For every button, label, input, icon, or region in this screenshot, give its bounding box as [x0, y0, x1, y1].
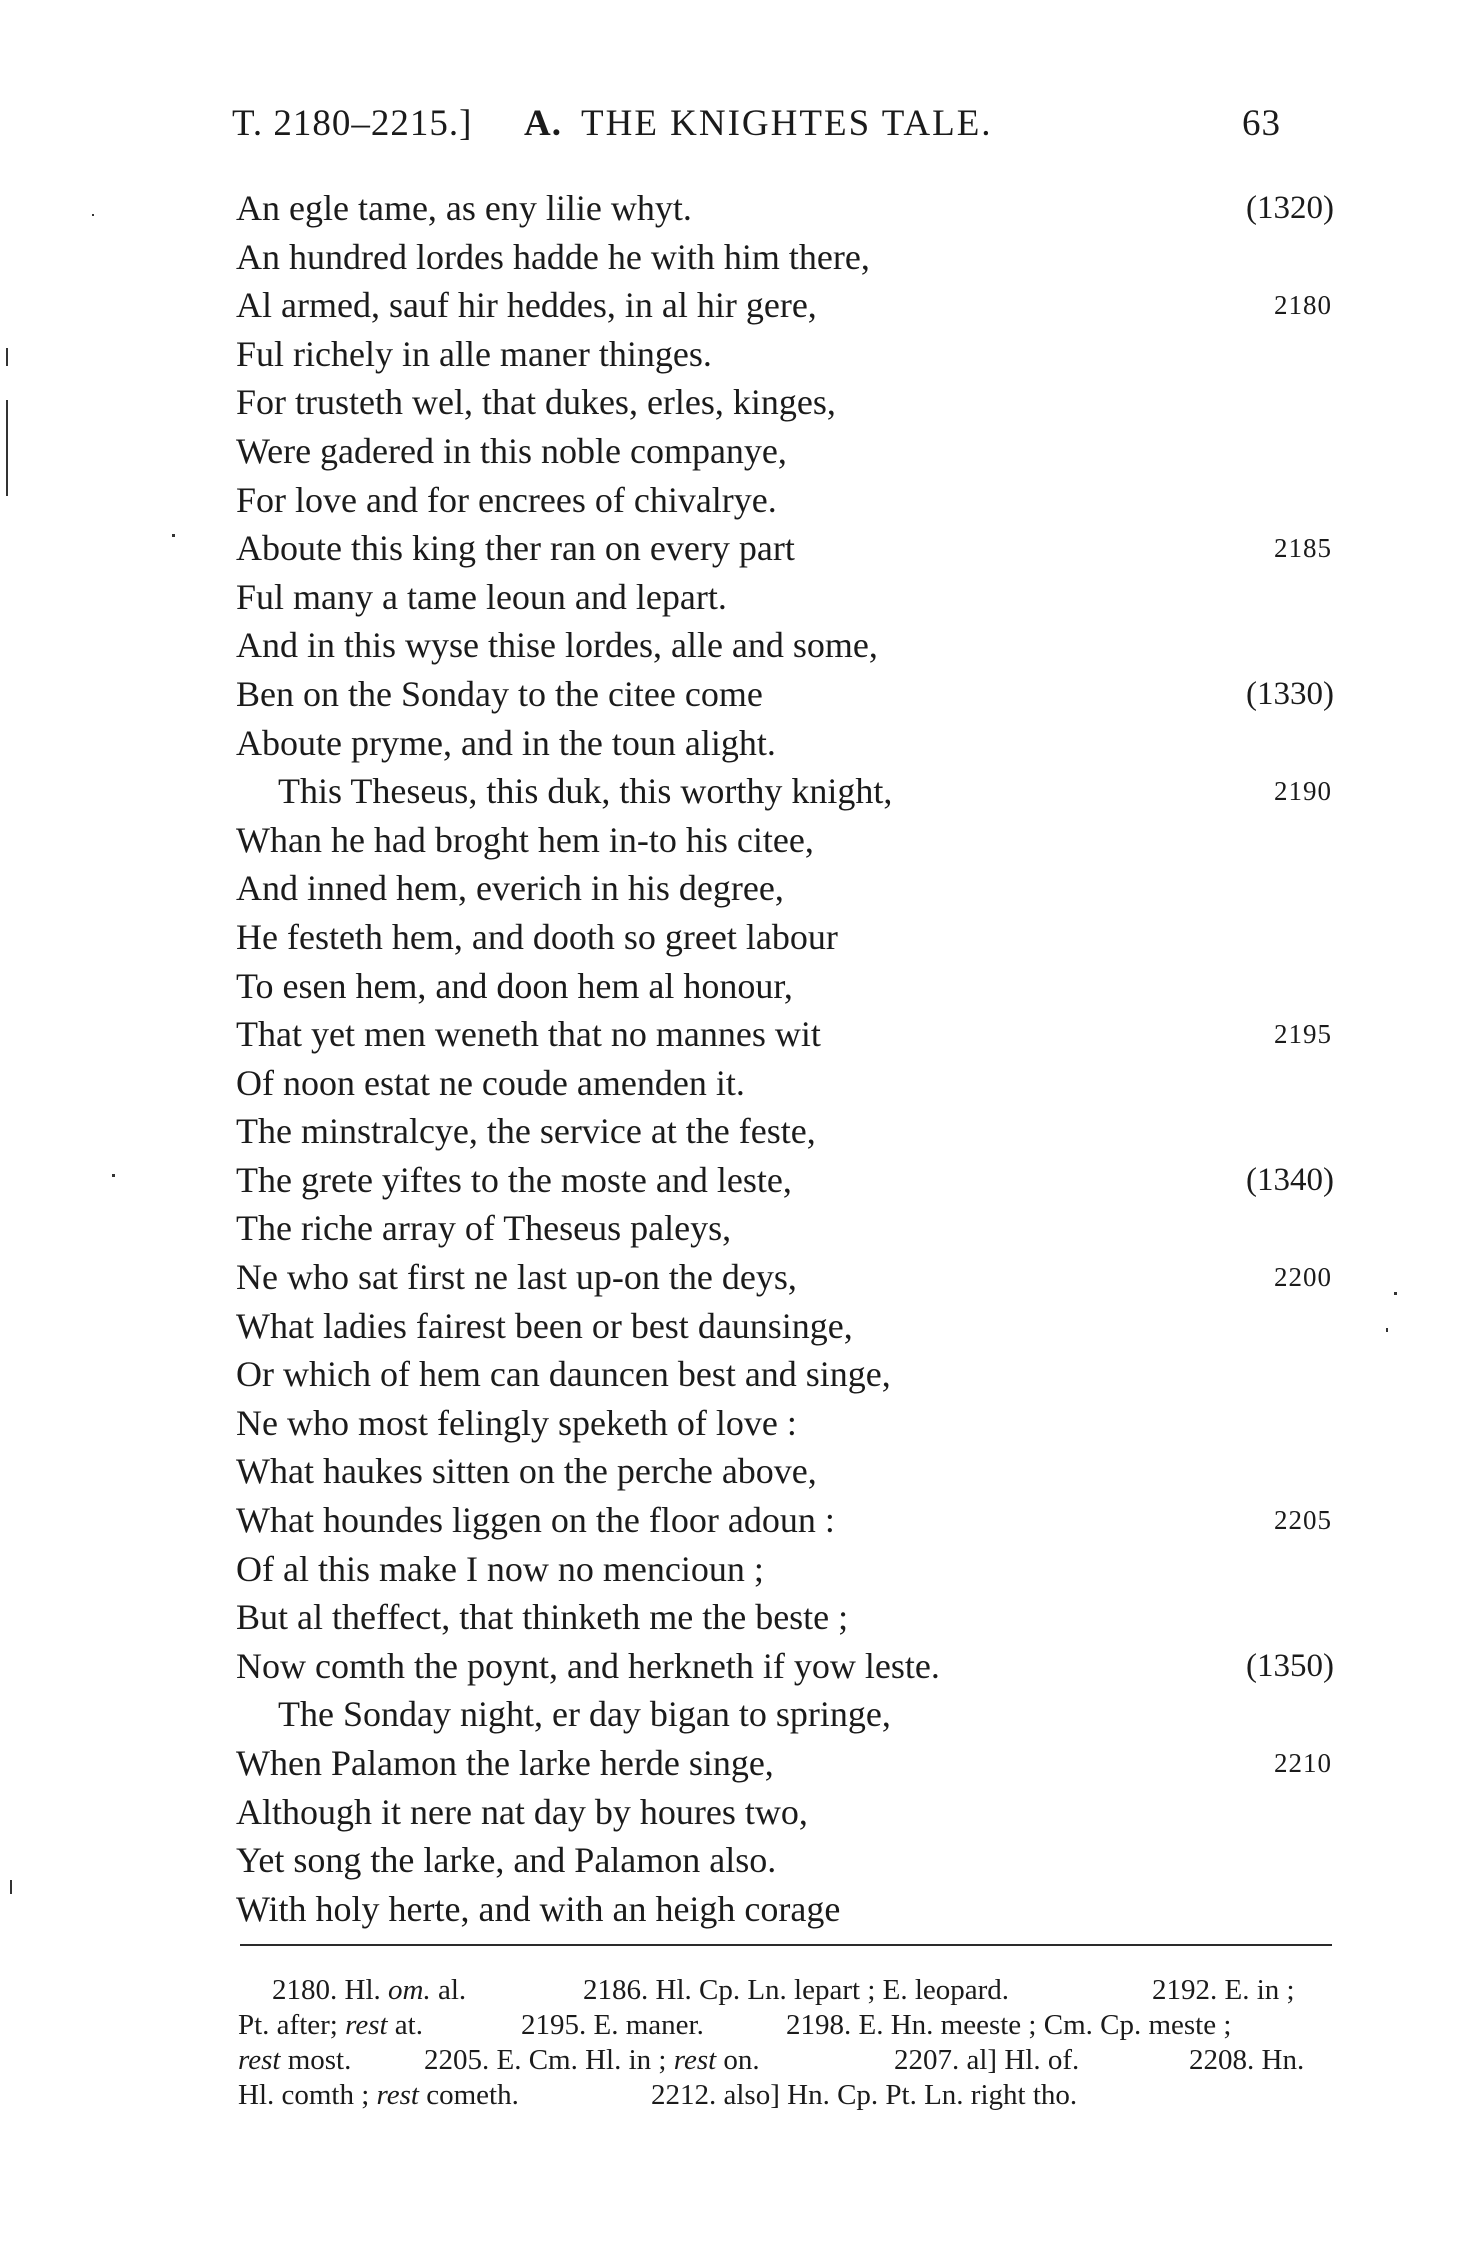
original-line-number: (1350): [1246, 1647, 1334, 1684]
footnote-line-4: [238, 2078, 1338, 2113]
poem-line-text: Ful many a tame leoun and lepart.: [236, 576, 727, 617]
poem-line: [0, 1156, 1466, 1205]
scan-mark: [92, 214, 94, 216]
poem-line-text: Whan he had broght hem in-to his citee,: [236, 819, 814, 860]
line-number: 2200: [1274, 1262, 1332, 1293]
poem-line-text: An egle tame, as eny lilie whyt.: [236, 188, 692, 228]
note-text: 2195. E. maner.: [521, 2009, 704, 2041]
poem-line: [0, 719, 1466, 768]
note-text: at.: [387, 2009, 423, 2041]
header-line-range: T. 2180–2215.]: [232, 103, 473, 144]
poem-line-text: Ben on the Sonday to the citee come: [236, 673, 763, 714]
poem-line: [0, 1447, 1466, 1496]
poem-line: [0, 1059, 1466, 1108]
poem-line: [0, 1593, 1466, 1642]
poem-line: [0, 1836, 1466, 1885]
header-section-letter: A.: [524, 103, 562, 144]
note-italic: rest: [238, 2044, 281, 2076]
line-number: 2190: [1274, 776, 1332, 807]
poem-line: [0, 1107, 1466, 1156]
note-text: 2180. Hl.: [272, 1974, 388, 2006]
footnote-line-1: [238, 1973, 1338, 2008]
poem-line-text: Ne who most felingly speketh of love :: [236, 1402, 797, 1443]
line-number: 2195: [1274, 1019, 1332, 1050]
poem-line-text: The minstralcye, the service at the feste,: [236, 1111, 816, 1152]
poem-line: [0, 573, 1466, 622]
poem-line: [0, 524, 1466, 573]
scan-mark: [172, 534, 175, 537]
poem-line: [0, 1545, 1466, 1594]
poem-line: [0, 1885, 1466, 1934]
note-text: 2208. Hn.: [1189, 2044, 1305, 2076]
page-number: 63: [1242, 103, 1281, 144]
poem-line: [0, 476, 1466, 525]
poem-line-text: What houndes liggen on the floor adoun :: [236, 1500, 835, 1541]
footnote-divider: [240, 1944, 1332, 1946]
note-italic: rest: [376, 2079, 419, 2111]
line-number: 2185: [1274, 533, 1332, 564]
poem-line: [0, 427, 1466, 476]
poem-line: [0, 1739, 1466, 1788]
poem-line: [0, 767, 1466, 816]
note-text: cometh.: [418, 2079, 519, 2111]
poem-line-text: Aboute pryme, and in the toun alight.: [236, 722, 776, 763]
poem-line-text: That yet men weneth that no mannes wit: [236, 1014, 821, 1055]
poem-line-text: But al theffect, that thinketh me the beste ;: [236, 1597, 849, 1638]
poem-line: [0, 1253, 1466, 1302]
note-italic: om.: [388, 1974, 431, 2006]
note-text: 2212. also] Hn. Cp. Pt. Ln. right tho.: [651, 2079, 1078, 2111]
note-italic: rest: [345, 2009, 388, 2041]
poem-line-text: Yet song the larke, and Palamon also.: [236, 1840, 777, 1881]
note-text: 2198. E. Hn. meeste ; Cm. Cp. meste ;: [786, 2009, 1232, 2041]
note-text: 2205. E. Cm. Hl. in ;: [424, 2044, 674, 2076]
poem-line: [0, 816, 1466, 865]
poem-line-text: What ladies fairest been or best daunsinge,: [236, 1305, 853, 1346]
poem-line: [0, 1350, 1466, 1399]
poem-line-text: The Sonday night, er day bigan to springe,: [278, 1694, 891, 1735]
poem-line: [0, 1302, 1466, 1351]
footnotes: [238, 1973, 1338, 2113]
note-text: most.: [280, 2044, 352, 2076]
poem-line: [0, 233, 1466, 282]
poem-line: [0, 1399, 1466, 1448]
original-line-number: (1340): [1246, 1161, 1334, 1198]
poem-line: [0, 1642, 1466, 1691]
note-italic: rest: [673, 2044, 717, 2076]
scan-mark: [6, 348, 8, 366]
note-text: Hl. comth ;: [238, 2079, 377, 2111]
poem-line-text: Were gadered in this noble companye,: [236, 430, 787, 471]
footnote-line-2: [238, 2008, 1338, 2043]
poem-line-text: Aboute this king ther ran on every part: [236, 528, 795, 569]
original-line-number: (1330): [1246, 675, 1334, 712]
poem-line-text: Ful richely in alle maner thinges.: [236, 333, 712, 374]
line-number: 2180: [1274, 290, 1332, 321]
scan-mark: [112, 1174, 115, 1177]
note-text: 2207. al] Hl. of.: [894, 2044, 1080, 2076]
line-number: 2210: [1274, 1748, 1332, 1778]
poem-line-text: He festeth hem, and dooth so greet labour: [236, 916, 838, 957]
scan-mark: [10, 1880, 12, 1894]
poem-line: [0, 1690, 1466, 1739]
note-text: al.: [430, 1974, 467, 2006]
note-text: Pt. after;: [238, 2009, 346, 2041]
poem-line-text: Now comth the poynt, and herkneth if yow leste.: [236, 1645, 940, 1686]
poem-line: [0, 1788, 1466, 1837]
poem-line: [0, 378, 1466, 427]
poem-line: [0, 864, 1466, 913]
poem-line: [0, 621, 1466, 670]
poem-line: [0, 281, 1466, 330]
poem-line: [0, 962, 1466, 1011]
poem-text: [0, 184, 1466, 1933]
poem-line: [0, 1010, 1466, 1059]
running-header: [232, 102, 1332, 158]
poem-line-text: When Palamon the larke herde singe,: [236, 1743, 774, 1783]
header-title: THE KNIGHTES TALE.: [581, 103, 993, 144]
poem-line-text: And inned hem, everich in his degree,: [236, 868, 784, 909]
poem-line-text: Although it nere nat day by houres two,: [236, 1791, 808, 1832]
poem-line-text: The grete yiftes to the moste and leste,: [236, 1159, 792, 1200]
poem-line-text: And in this wyse thise lordes, alle and some,: [236, 625, 878, 666]
poem-line: [0, 913, 1466, 962]
poem-line-text: Of al this make I now no mencioun ;: [236, 1548, 764, 1589]
poem-line: [0, 670, 1466, 719]
poem-line-text: Ne who sat first ne last up-on the deys,: [236, 1257, 797, 1298]
poem-line-text: Or which of hem can dauncen best and singe,: [236, 1354, 891, 1395]
scan-mark: [1386, 1328, 1388, 1332]
poem-line-text: For love and for encrees of chivalrye.: [236, 479, 777, 520]
poem-line: [0, 330, 1466, 379]
poem-line-text: With holy herte, and with an heigh corage: [236, 1888, 841, 1929]
poem-line-text: An hundred lordes hadde he with him there,: [236, 236, 870, 277]
original-line-number: (1320): [1246, 190, 1334, 226]
poem-line-text: What haukes sitten on the perche above,: [236, 1451, 817, 1492]
poem-line-text: To esen hem, and doon hem al honour,: [236, 965, 793, 1006]
footnote-line-3: [238, 2043, 1338, 2078]
poem-line-text: This Theseus, this duk, this worthy knight,: [278, 771, 893, 812]
poem-line: [0, 1204, 1466, 1253]
scan-mark: [1394, 1292, 1397, 1295]
poem-line-text: For trusteth wel, that dukes, erles, kinges,: [236, 382, 836, 423]
scan-mark: [6, 400, 8, 496]
line-number: 2205: [1274, 1505, 1332, 1536]
poem-line-text: Of noon estat ne coude amenden it.: [236, 1062, 745, 1103]
note-text: 2186. Hl. Cp. Ln. lepart ; E. leopard.: [583, 1974, 1010, 2006]
poem-line: [0, 184, 1466, 233]
note-text: 2192. E. in ;: [1152, 1974, 1295, 2006]
poem-line: [0, 1496, 1466, 1545]
poem-line-text: The riche array of Theseus paleys,: [236, 1208, 732, 1249]
note-text: on.: [716, 2044, 760, 2076]
poem-line-text: Al armed, sauf hir heddes, in al hir gere,: [236, 285, 817, 326]
